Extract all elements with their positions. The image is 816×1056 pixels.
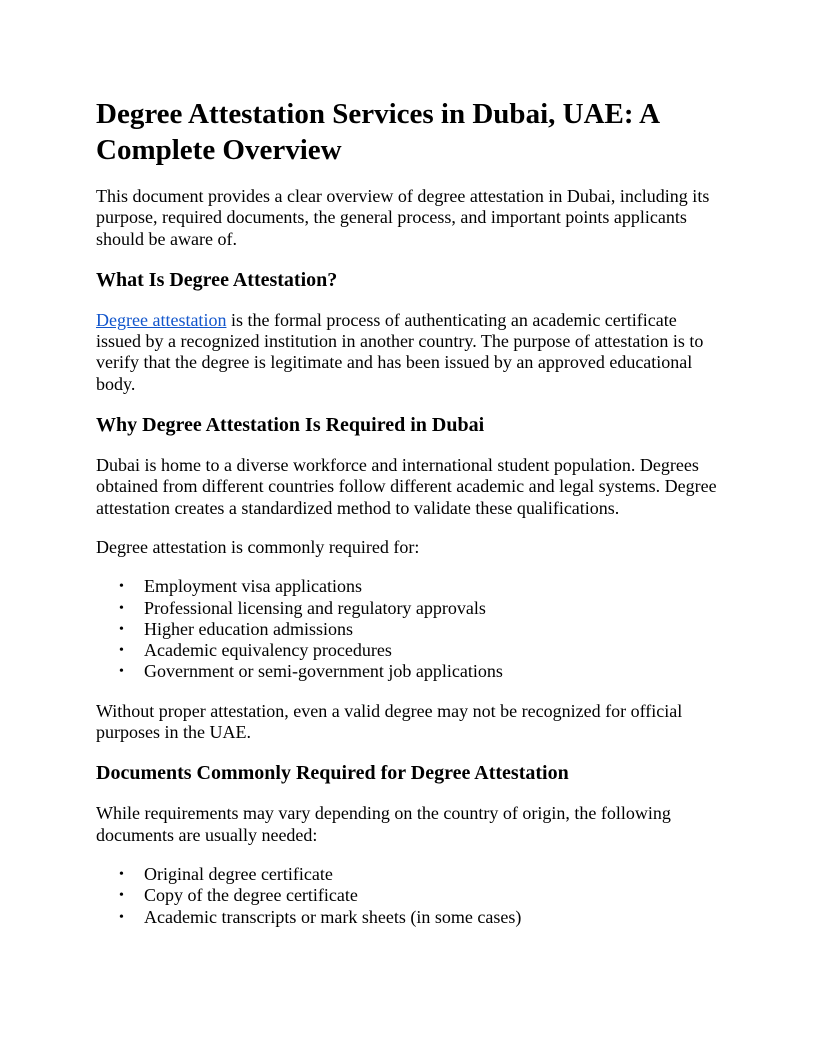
list-item-text: Higher education admissions bbox=[144, 618, 353, 639]
list-item bbox=[119, 885, 720, 906]
heading-what-is-degree-attestation: What Is Degree Attestation? bbox=[96, 268, 338, 291]
bullet-icon: • bbox=[119, 888, 124, 904]
why-paragraph-2: Degree attestation is commonly required for: bbox=[96, 536, 420, 557]
heading-documents-required: Documents Commonly Required for Degree Attestation bbox=[96, 762, 569, 785]
list-item bbox=[119, 618, 720, 640]
list-item-text: Employment visa applications bbox=[144, 576, 362, 597]
required-for-list bbox=[96, 576, 720, 682]
list-item bbox=[119, 576, 720, 597]
bullet-icon: • bbox=[119, 600, 124, 616]
list-item bbox=[119, 640, 720, 661]
list-item-text: Original degree certificate bbox=[144, 863, 333, 884]
bullet-icon: • bbox=[119, 643, 124, 659]
why-paragraph-3: Without proper attestation, even a valid degree may not be recognized for official purposes in the UAE. bbox=[96, 700, 683, 743]
list-item-text: Copy of the degree certificate bbox=[144, 885, 358, 906]
bullet-icon: • bbox=[119, 909, 124, 925]
bullet-icon: • bbox=[119, 621, 124, 637]
list-item-text: Academic transcripts or mark sheets (in some cases) bbox=[144, 906, 522, 927]
list-item bbox=[119, 863, 720, 885]
what-paragraph bbox=[96, 310, 720, 395]
bullet-icon: • bbox=[119, 866, 124, 882]
docs-paragraph-1: While requirements may vary depending on the country of origin, the following documents are usually needed: bbox=[96, 803, 671, 845]
intro-paragraph: This document provides a clear overview of degree attestation in Dubai, including its purpose, required documents, the general process, and important points applicants should be aware of. bbox=[96, 186, 710, 249]
list-item bbox=[119, 661, 720, 682]
documents-list bbox=[96, 864, 720, 928]
bullet-icon: • bbox=[119, 664, 124, 680]
why-paragraph-1: Dubai is home to a diverse workforce and international student population. Degrees obtained from different countries follow different academic and legal systems. Degree attestation creates a standardized method to validate these qualifications. bbox=[96, 455, 717, 518]
list-item bbox=[119, 906, 720, 928]
bullet-icon: • bbox=[119, 579, 124, 595]
what-paragraph-text: is the formal process of authenticating an academic certificate issued by a recognized institution in another country. The purpose of attestation is to verify that the degree is legitimate and has been issued by an approved educational body. bbox=[96, 309, 704, 394]
list-item-text: Academic equivalency procedures bbox=[144, 640, 392, 661]
list-item-text: Government or semi-government job applications bbox=[144, 661, 503, 682]
heading-why-required: Why Degree Attestation Is Required in Dubai bbox=[96, 414, 485, 437]
list-item bbox=[119, 597, 720, 619]
degree-attestation-link[interactable]: Degree attestation bbox=[96, 309, 227, 330]
list-item-text: Professional licensing and regulatory approvals bbox=[144, 597, 486, 618]
document-title: Degree Attestation Services in Dubai, UAE: A Complete Overview bbox=[96, 98, 659, 166]
